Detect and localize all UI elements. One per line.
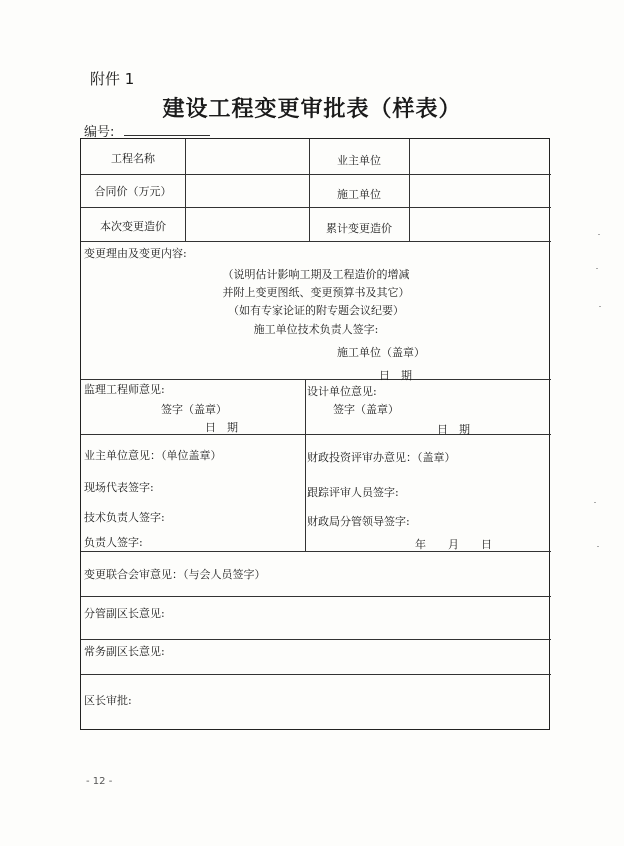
- form-title: 建设工程变更审批表（样表）: [162, 96, 462, 122]
- contractor-seal: 施工单位（盖章）: [337, 346, 425, 359]
- lead-sign: 负责人签字:: [84, 536, 143, 549]
- row-divider: [81, 674, 551, 675]
- serial-underline: [124, 135, 210, 136]
- joint-review-opinion: 变更联合会审意见：（与会人员签字）: [84, 568, 266, 581]
- change-note: （如有专家论证的附专题会议纪要）: [228, 304, 404, 317]
- col-divider: [305, 379, 306, 551]
- col-divider: [409, 139, 410, 241]
- design-sign: 签字（盖章）: [333, 403, 399, 416]
- scan-speck: [596, 268, 598, 269]
- approval-form-table: [80, 138, 550, 730]
- row-divider: [81, 639, 551, 640]
- scan-speck: [594, 502, 596, 503]
- row-divider: [81, 434, 551, 435]
- design-date: 日 期: [437, 423, 470, 436]
- scan-speck: [599, 306, 601, 307]
- row-divider: [81, 174, 551, 175]
- finance-leader-sign: 财政局分管领导签字:: [307, 515, 410, 528]
- construction-unit-label: 施工单位: [337, 188, 381, 201]
- scan-speck: [597, 546, 599, 547]
- supervisor-opinion-heading: 监理工程师意见:: [84, 383, 165, 396]
- serial-label: 编号:: [84, 125, 115, 140]
- change-reason-heading: 变更理由及变更内容:: [84, 247, 187, 260]
- supervisor-date: 日 期: [205, 421, 238, 434]
- owner-unit-label: 业主单位: [337, 154, 381, 167]
- tech-lead-sign: 技术负责人签字:: [84, 511, 165, 524]
- row-divider: [81, 241, 551, 242]
- change-note: 并附上变更图纸、变更预算书及其它）: [222, 286, 410, 299]
- change-note: （说明估计影响工期及工程造价的增减: [222, 268, 410, 281]
- row-divider: [81, 207, 551, 208]
- contract-price-label: 合同价（万元）: [94, 185, 172, 198]
- district-head-approval: 区长审批:: [84, 694, 132, 707]
- owner-opinion-heading: 业主单位意见：（单位盖章）: [84, 449, 222, 462]
- project-name-label: 工程名称: [111, 152, 155, 165]
- supervisor-sign: 签字（盖章）: [161, 403, 227, 416]
- site-rep-sign: 现场代表签字:: [84, 481, 154, 494]
- contractor-date: 日 期: [379, 369, 412, 382]
- finance-date: 年 月 日: [415, 538, 492, 551]
- cumulative-cost-label: 累计变更造价: [326, 222, 392, 235]
- page-number: - 12 -: [86, 776, 113, 787]
- tracker-sign: 跟踪评审人员签字:: [307, 486, 399, 499]
- executive-deputy-opinion: 常务副区长意见:: [84, 645, 165, 658]
- contractor-tech-sign: 施工单位技术负责人签字:: [253, 323, 379, 336]
- row-divider: [81, 379, 551, 380]
- attachment-label: 附件 1: [90, 70, 135, 88]
- row-divider: [81, 596, 551, 597]
- deputy-district-head-opinion: 分管副区长意见:: [84, 607, 165, 620]
- scan-speck: [598, 234, 600, 235]
- finance-opinion-heading: 财政投资评审办意见：（盖章）: [307, 451, 456, 464]
- change-cost-label: 本次变更造价: [100, 220, 166, 233]
- col-divider: [185, 139, 186, 241]
- design-opinion-heading: 设计单位意见:: [307, 385, 377, 398]
